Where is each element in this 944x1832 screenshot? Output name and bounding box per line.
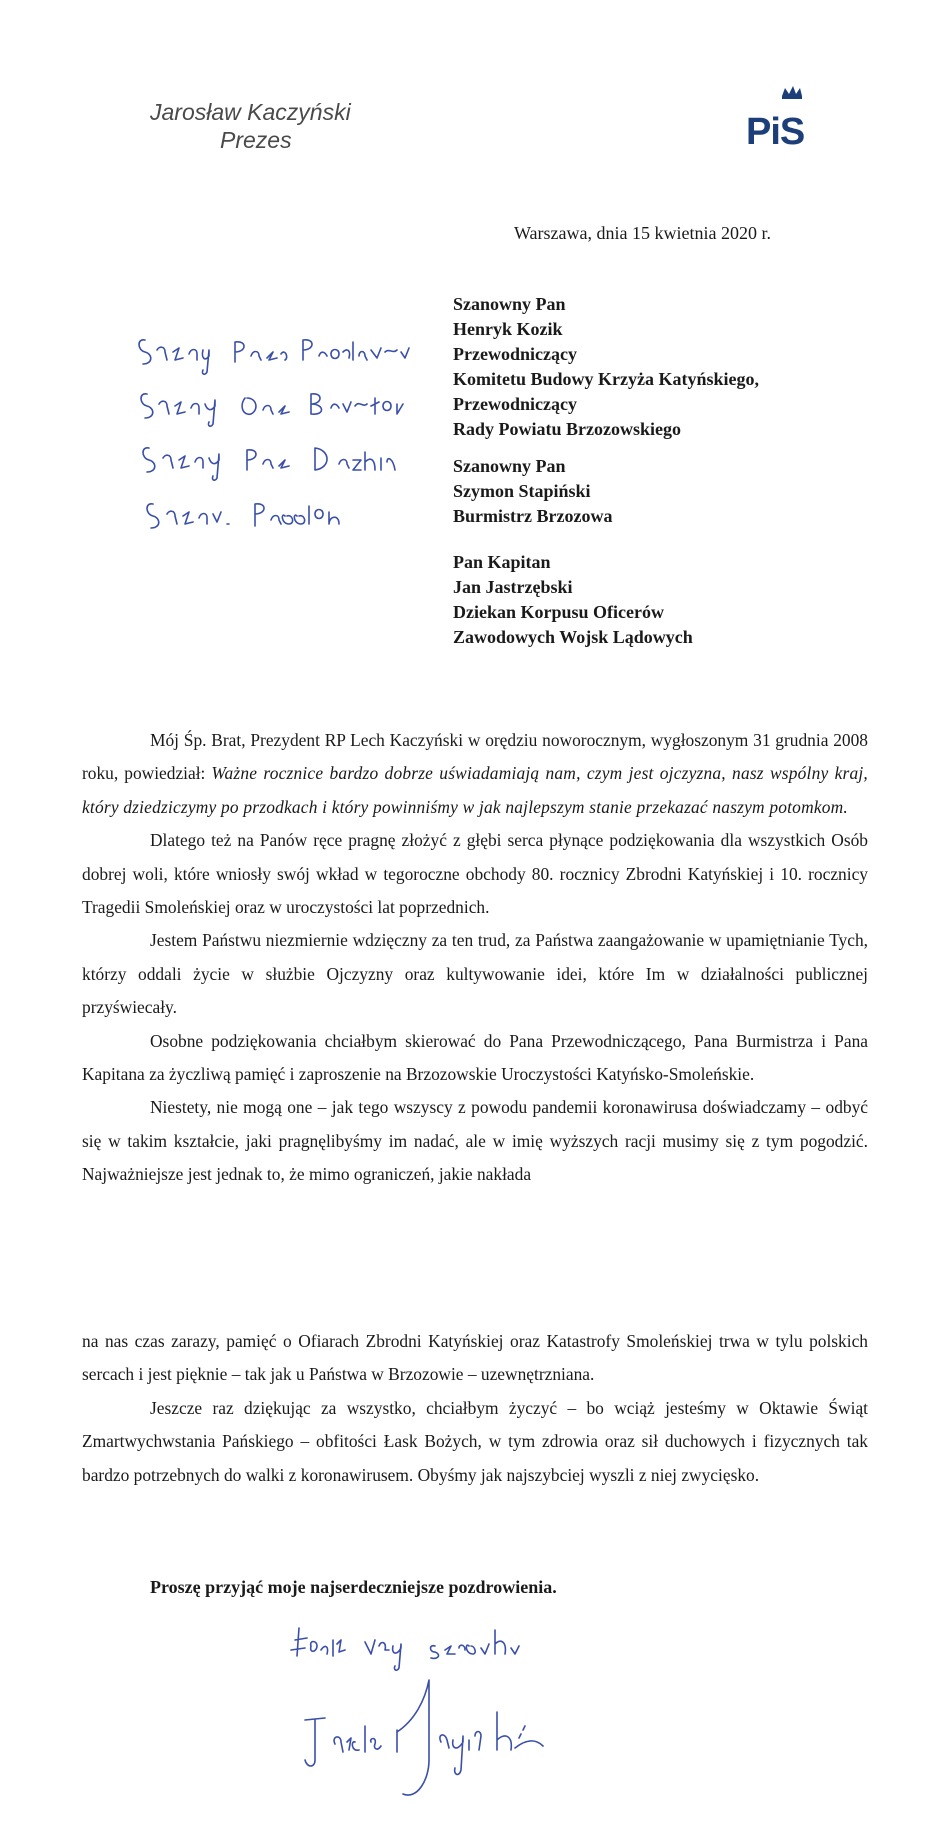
recipient-block-2 — [453, 454, 612, 529]
recipient-line: Jan Jastrzębski — [453, 577, 573, 597]
date-line: Warszawa, dnia 15 kwietnia 2020 r. — [514, 223, 771, 243]
recipient-line: Henryk Kozik — [453, 319, 563, 339]
recipient-line: Szanowny Pan — [453, 294, 566, 314]
recipient-line: Rady Powiatu Brzozowskiego — [453, 419, 681, 439]
paragraph-1-quote: Ważne rocznice bardzo dobrze uświadamiają nam, czym jest ojczyzna, nasz wspólny kraj, który dziedziczymy po przodkach i który powinniśmy w jak najlepszym stanie przekazać naszym potomkom. — [82, 763, 868, 817]
recipient-block-1 — [453, 292, 759, 442]
recipient-line: Pan Kapitan — [453, 552, 551, 572]
signature-image — [285, 1610, 575, 1810]
letterhead-name: Jarosław Kaczyński — [150, 99, 351, 125]
recipient-line: Burmistrz Brzozowa — [453, 506, 613, 526]
paragraph-1 — [82, 724, 868, 824]
svg-text:PiS: PiS — [746, 111, 805, 153]
recipient-line: Szanowny Pan — [453, 456, 566, 476]
paragraph-2: Dlatego też na Panów ręce pragnę złożyć z głębi serca płynące podziękowania dla wszystkich Osób dobrej woli, które wniosły swój wkład w tegoroczne obchody 80. rocznicy Zbrodni Katyńskiej i 10. rocznicy Tragedii Smoleńskiej oraz w uroczystości lat poprzednich. — [82, 830, 868, 918]
recipient-line: Zawodowych Wojsk Lądowych — [453, 627, 693, 647]
handwritten-signature — [285, 1610, 575, 1810]
pis-logo-icon — [738, 82, 818, 154]
letterhead-title: Prezes — [220, 127, 292, 153]
paragraph-6: Jeszcze raz dziękując za wszystko, chciałbym życzyć – bo wciąż jesteśmy w Oktawie Świąt Zmartwychwstania Pańskiego – obfitości Łask Bożych, w tym zdrowia oraz sił duchowych i fizycznych tak bardzo potrzebnych do walki z koronawirusem. Obyśmy jak najszybciej wyszli z niej zwycięsko. — [82, 1397, 868, 1485]
paragraph-5-part-2: na nas czas zarazy, pamięć o Ofiarach Zbrodni Katyńskiej oraz Katastrofy Smoleńskiej trwa w tylu polskich sercach i jest pięknie – tak jak u Państwa w Brzozowie – uzewnętrzniana. — [82, 1331, 868, 1385]
paragraph-3: Jestem Państwu niezmiernie wdzięczny za ten trud, za Państwa zaangażowanie w upamiętnianie Tych, którzy oddali życie w służbie Ojczyzny oraz kultywowanie idei, które Im w działalności publicznej przyświecały. — [82, 930, 868, 1018]
paragraph-1-intro: Mój Śp. Brat, Prezydent RP Lech Kaczyński w orędziu noworocznym, wygłoszonym 31 grudnia 2008 roku, powiedział: — [82, 730, 868, 784]
recipient-line: Komitetu Budowy Krzyża Katyńskiego, — [453, 369, 759, 389]
handwritten-salutation — [135, 320, 465, 530]
handwriting-image — [135, 320, 465, 530]
recipient-line: Szymon Stapiński — [453, 481, 591, 501]
recipient-block-3 — [453, 550, 693, 650]
recipient-line: Przewodniczący — [453, 344, 577, 364]
closing-line: Proszę przyjąć moje najserdeczniejsze pozdrowienia. — [150, 1577, 557, 1597]
recipient-line: Przewodniczący — [453, 394, 577, 414]
party-logo — [738, 82, 818, 154]
paragraph-5-part-1: Niestety, nie mogą one – jak tego wszyscy z powodu pandemii koronawirusa doświadczamy – odbyć się w takim kształcie, jaki pragnęlibyśmy im nadać, ale w imię wyższych racji musimy się z tym pogodzić. Najważniejsze jest jednak to, że mimo ograniczeń, jakie nakłada — [82, 1097, 868, 1185]
recipient-line: Dziekan Korpusu Oficerów — [453, 602, 664, 622]
letter-body — [82, 724, 868, 1192]
letter-body-continued — [82, 1325, 868, 1492]
paragraph-4: Osobne podziękowania chciałbym skierować do Pana Przewodniczącego, Pana Burmistrza i Pana Kapitana za życzliwą pamięć i zaproszenie na Brzozowskie Uroczystości Katyńsko-Smoleńskie. — [82, 1030, 868, 1085]
